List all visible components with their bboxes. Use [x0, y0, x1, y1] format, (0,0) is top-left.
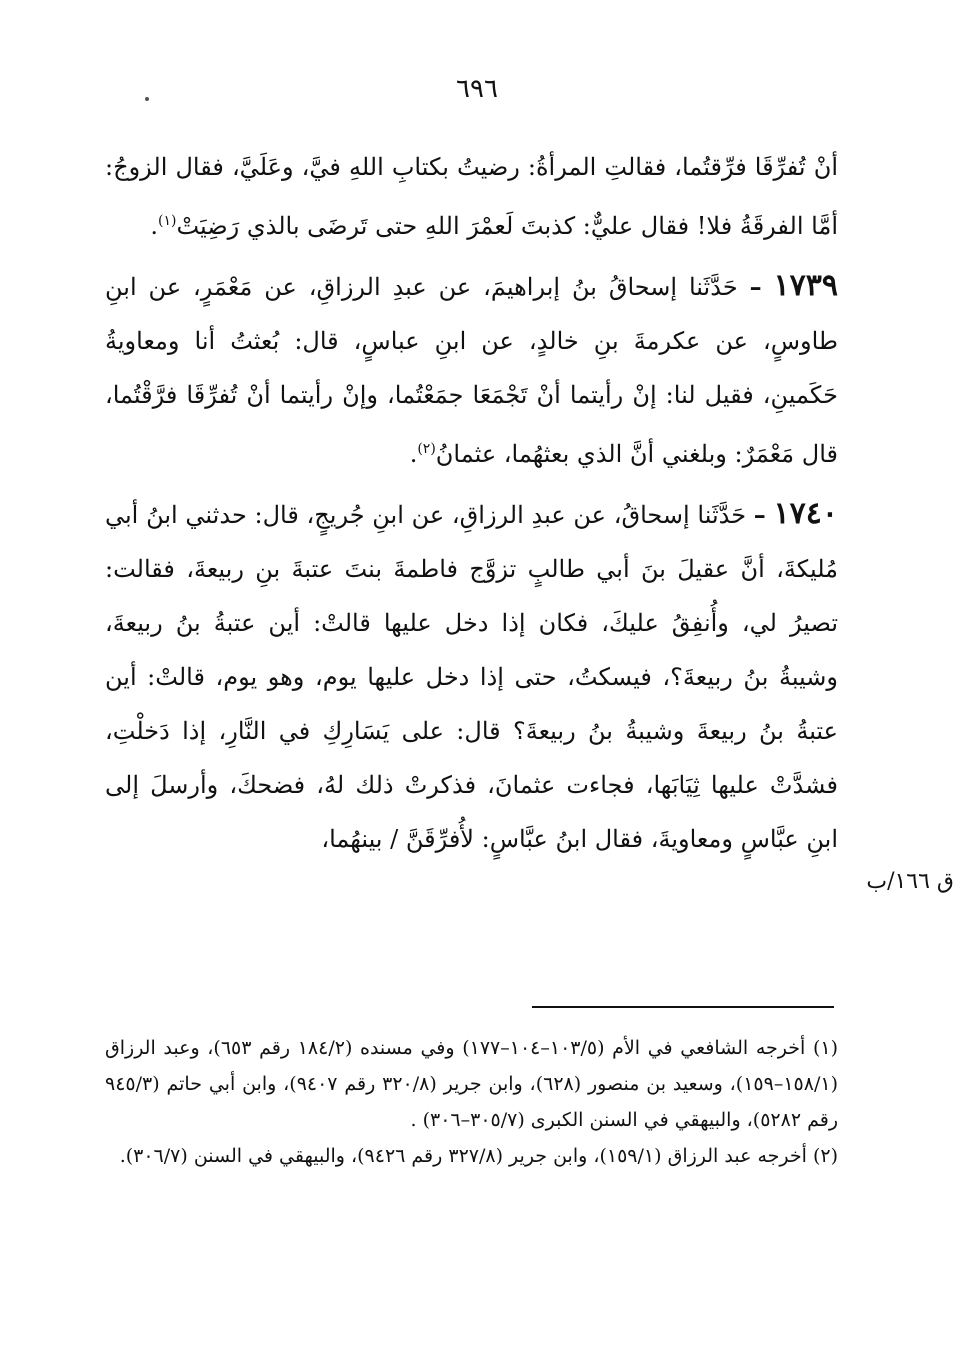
footnote-ref[interactable]: (٢)	[417, 441, 436, 457]
hadith-paragraph	[105, 487, 838, 866]
hadith-paragraph	[105, 259, 838, 481]
paragraph-text: حَدَّثَنا إسحاقُ، عن عبدِ الرزاقِ، عن ابنِ جُريجٍ، قال: حدثني ابنُ أبي مُليكةَ، أنَّ عقيلَ بنَ أبي طالبٍ تزوَّج فاطمةَ بنتَ عتبةَ بنِ ربيعةَ، فقالت: تصيرُ لي، وأُنفِقُ عليكَ، فكان إذا دخل عليها قالتْ: أين عتبةُ بنُ ربيعةَ، وشيبةُ بنُ ربيعةَ؟، فيسكتُ، حتى إذا دخل عليها يوم، وهو يوم، قالتْ: أين عتبةُ بنُ ربيعةَ وشيبةُ بنُ ربيعةَ؟ قال: على يَسَارِكِ في النَّارِ، إذا دَخلْتِ، فشدَّتْ عليها ثِيَابَها، فجاءت عثمانَ، فذكرتْ ذلك لهُ، فضحكَ، وأرسلَ إلى ابنِ عبَّاسٍ ومعاويةَ، فقال ابنُ عبَّاسٍ: لأُفرِّقَنَّ / بينهُما،	[105, 501, 838, 853]
footnote	[105, 1030, 838, 1138]
hadith-dash: –	[749, 272, 762, 301]
scan-speck	[145, 97, 149, 101]
page-number: ٦٩٦	[456, 74, 498, 104]
paragraph-tail: .	[150, 212, 158, 240]
hadith-number: ١٧٣٩	[773, 268, 838, 303]
hadith-dash: –	[753, 500, 766, 529]
paragraph-text: حَدَّثَنا إسحاقُ بنُ إبراهيمَ، عن عبدِ الرزاقِ، عن مَعْمَرٍ، عن ابنِ طاوسٍ، عن عكرمةَ بنِ خالدٍ، عن ابنِ عباسٍ، قال: بُعثتُ أنا ومعاويةُ حَكَمينِ، فقيل لنا: إنْ رأيتما أنْ تَجْمَعَا جمَعْتُما، وإنْ رأيتما أنْ تُفرِّقَا فرَّقْتُما، قال مَعْمَرٌ: وبلغني أنَّ الذي بعثهُما، عثمانُ	[105, 273, 838, 468]
footnote	[105, 1138, 838, 1174]
footnote-label: (٢)	[812, 1145, 838, 1167]
main-text	[105, 140, 838, 866]
paragraph-continuation	[105, 140, 838, 253]
footnote-text: أخرجه عبد الرزاق (١٥٩/١)، وابن جرير (٣٢٧/٨ رقم ٩٤٢٦)، والبيهقي في السنن (٣٠٦/٧).	[119, 1145, 807, 1167]
manuscript-folio-note: ق ١٦٦/ب	[866, 869, 954, 894]
footnote-divider	[532, 1006, 834, 1008]
paragraph-text: أنْ تُفرِّقَا فرِّقتُما، فقالتِ المرأةُ: رضيتُ بكتابِ اللهِ فيَّ، وعَلَيَّ، فقال الزوجُ: أمَّا الفرقَةُ فلا! فقال عليٌّ: كذبتَ لَعمْرَ اللهِ حتى تَرضَى بالذي رَضِيَتْ	[105, 153, 838, 240]
footnote-label: (١)	[812, 1037, 839, 1059]
footnote-ref[interactable]: (١)	[157, 213, 177, 229]
footnote-text: أخرجه الشافعي في الأم (١٠٣/٥–١٠٤–١٧٧) وفي مسنده (١٨٤/٢ رقم ٦٥٣)، وعبد الرزاق (١٥٨/١–١٥٩)، وسعيد بن منصور (٦٢٨)، وابن جرير (٣٢٠/٨ رقم ٩٤٠٧)، وابن أبي حاتم (٩٤٥/٣ رقم ٥٢٨٢)، والبيهقي في السنن الكبرى (٣٠٥/٧–٣٠٦) .	[105, 1037, 838, 1131]
hadith-number: ١٧٤٠	[773, 496, 838, 531]
footnotes	[105, 1030, 838, 1174]
paragraph-tail: .	[409, 440, 418, 468]
